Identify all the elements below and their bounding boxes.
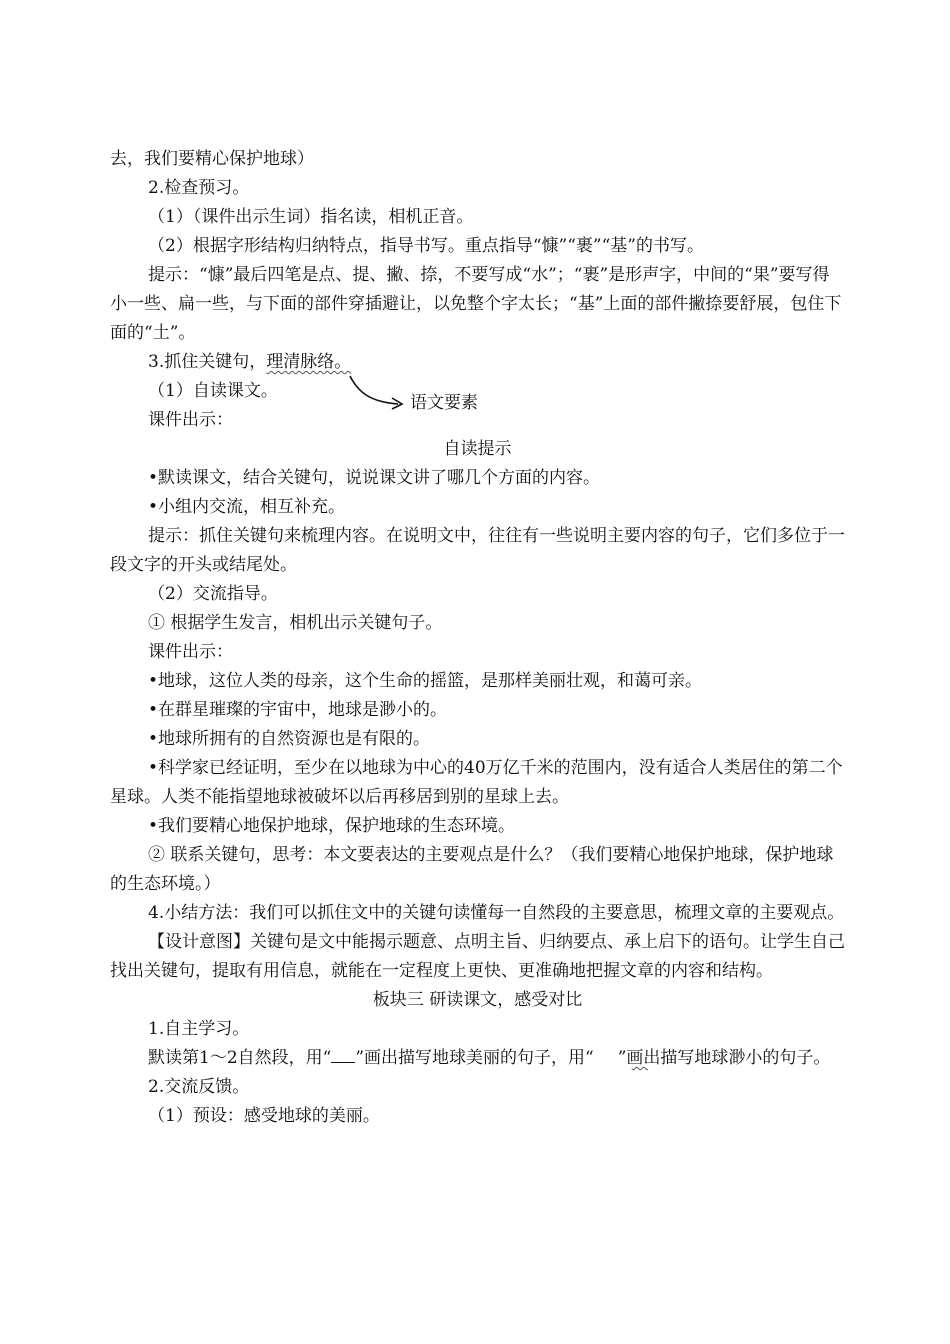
text-line: 2.检查预习。 bbox=[148, 178, 250, 198]
text-paragraph: 4.小结方法：我们可以抓住文中的关键句读懂每一自然段的主要意思，梳理文章的主要观点。 bbox=[148, 903, 845, 923]
text-line: 去，我们要精心保护地球） bbox=[110, 149, 314, 169]
text-segment: 3.抓住关键句， bbox=[148, 352, 267, 372]
text-line: （1）预设：感受地球的美丽。 bbox=[148, 1106, 380, 1126]
bullet-item: •小组内交流，相互补充。 bbox=[148, 497, 346, 517]
text-line: （1）自读课文。 bbox=[148, 381, 278, 401]
text-line: （1）（课件出示生词）指名读，相机正音。 bbox=[148, 207, 474, 227]
text-line: （2）交流指导。 bbox=[148, 584, 278, 604]
text-line: ① 根据学生发言，相机出示关键句子。 bbox=[148, 613, 443, 633]
text-paragraph bbox=[110, 1044, 845, 1073]
text-line: 1.自主学习。 bbox=[148, 1019, 250, 1039]
bullet-item: •科学家已经证明，至少在以地球为中心的40万亿千米的范围内，没有适合人类居住的第二个星球。人类不能指望地球被破坏以后再移居到别的星球上去。 bbox=[110, 758, 843, 807]
wavy-underline-marker bbox=[594, 1044, 618, 1073]
box-title: 自读提示 bbox=[443, 439, 512, 459]
document-body bbox=[110, 145, 845, 1131]
text-line: 课件出示： bbox=[148, 410, 233, 430]
text-segment: 默读第1～2自然段，用“ bbox=[148, 1048, 332, 1068]
bullet-item: •地球所拥有的自然资源也是有限的。 bbox=[148, 729, 431, 749]
text-segment: ”画出描写地球渺小的句子。 bbox=[617, 1048, 831, 1068]
text-paragraph: 提示：“慷”最后四笔是点、提、撇、捺，不要写成“水”；“裹”是形声字，中间的“果”要写得小一些、扁一些，与下面的部件穿插避让，以免整个字太长；“基”上面的部件撇捺要舒展，包住下面的“土”。 bbox=[110, 265, 842, 343]
design-intent-paragraph: 【设计意图】关键句是文中能揭示题意、点明主旨、归纳要点、承上启下的语句。让学生自己找出关键句，提取有用信息，就能在一定程度上更快、更准确地把握文章的内容和结构。 bbox=[110, 932, 845, 981]
bullet-item: •地球，这位人类的母亲，这个生命的摇篮，是那样美丽壮观，和蔼可亲。 bbox=[148, 671, 703, 691]
bullet-item: •默读课文，结合关键句，说说课文讲了哪几个方面的内容。 bbox=[148, 468, 601, 488]
bullet-item: •我们要精心地保护地球，保护地球的生态环境。 bbox=[148, 816, 516, 836]
section-heading: 板块三 研读课文，感受对比 bbox=[372, 990, 583, 1010]
margin-annotation: 语文要素 bbox=[410, 393, 478, 413]
wavy-underlined-text: 理清脉络。 bbox=[266, 352, 352, 372]
annotation-arrow-icon bbox=[348, 372, 412, 412]
text-line: 2.交流反馈。 bbox=[148, 1077, 250, 1097]
text-line: 课件出示： bbox=[148, 642, 233, 662]
text-paragraph: 提示：抓住关键句来梳理内容。在说明文中，往往有一些说明主要内容的句子，它们多位于一段文字的开头或结尾处。 bbox=[110, 526, 845, 575]
section-step bbox=[110, 348, 845, 377]
text-line: （2）根据字形结构归纳特点，指导书写。重点指导“慷”“裹”“基”的书写。 bbox=[148, 236, 704, 256]
text-paragraph: ② 联系关键句，思考：本文要表达的主要观点是什么？（我们要精心地保护地球，保护地球的生态环境。） bbox=[110, 845, 834, 894]
bullet-item: •在群星璀璨的宇宙中，地球是渺小的。 bbox=[148, 700, 448, 720]
text-segment: ”画出描写地球美丽的句子，用“ bbox=[355, 1048, 594, 1068]
straight-underline-marker bbox=[331, 1048, 355, 1063]
